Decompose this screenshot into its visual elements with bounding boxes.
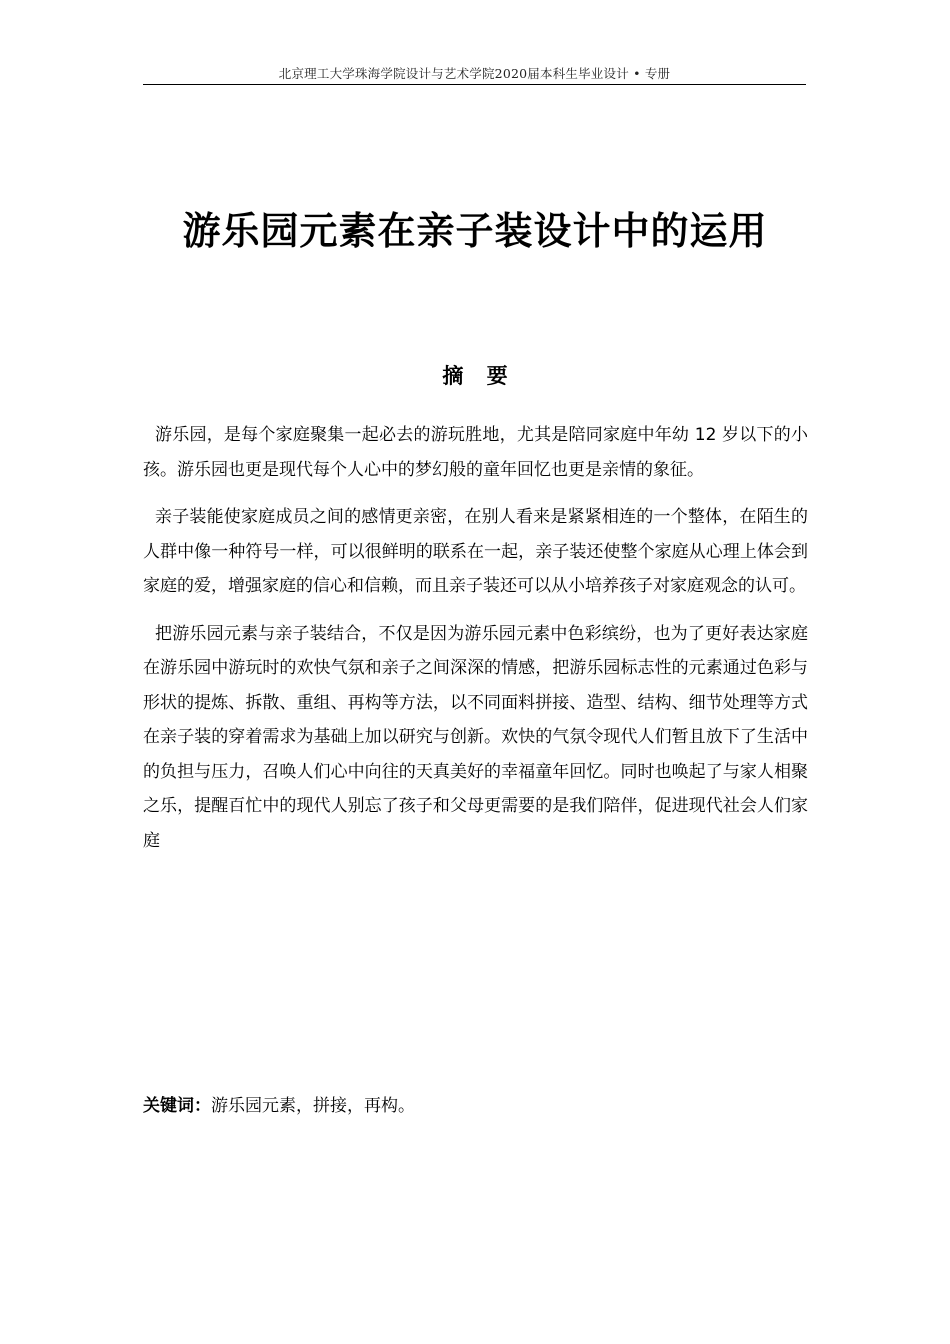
abstract-paragraph-1: 游乐园，是每个家庭聚集一起必去的游玩胜地，尤其是陪同家庭中年幼 12 岁以下的小孩。游乐园也更是现代每个人心中的梦幻般的童年回忆也更是亲情的象征。: [143, 425, 808, 480]
abstract-body: [143, 418, 808, 858]
document-title: 游乐园元素在亲子装设计中的运用: [182, 209, 768, 253]
abstract-heading: 摘 要: [442, 364, 516, 388]
keywords-value: 游乐园元素，拼接，再构。: [211, 1096, 415, 1116]
header-rule: [143, 84, 806, 85]
keywords-label: 关键词：: [143, 1096, 211, 1116]
abstract-paragraph-3: 把游乐园元素与亲子装结合，不仅是因为游乐园元素中色彩缤纷，也为了更好表达家庭在游乐园中游玩时的欢快气氛和亲子之间深深的情感，把游乐园标志性的元素通过色彩与形状的提炼、拆散、重组、再构等方法，以不同面料拼接、造型、结构、细节处理等方式在亲子装的穿着需求为基础上加以研究与创新。欢快的气氛令现代人们暂且放下了生活中的负担与压力，召唤人们心中向往的天真美好的幸福童年回忆。同时也唤起了与家人相聚之乐，提醒百忙中的现代人别忘了孩子和父母更需要的是我们陪伴，促进现代社会人们家庭: [143, 623, 808, 851]
keywords-line: [143, 1089, 808, 1123]
running-header: 北京理工大学珠海学院设计与艺术学院2020届本科生毕业设计 • 专册: [278, 66, 671, 81]
abstract-paragraph-2: 亲子装能使家庭成员之间的感情更亲密，在别人看来是紧紧相连的一个整体，在陌生的人群中像一种符号一样，可以很鲜明的联系在一起，亲子装还使整个家庭从心理上体会到家庭的爱，增强家庭的信心和信赖，而且亲子装还可以从小培养孩子对家庭观念的认可。: [143, 507, 808, 596]
